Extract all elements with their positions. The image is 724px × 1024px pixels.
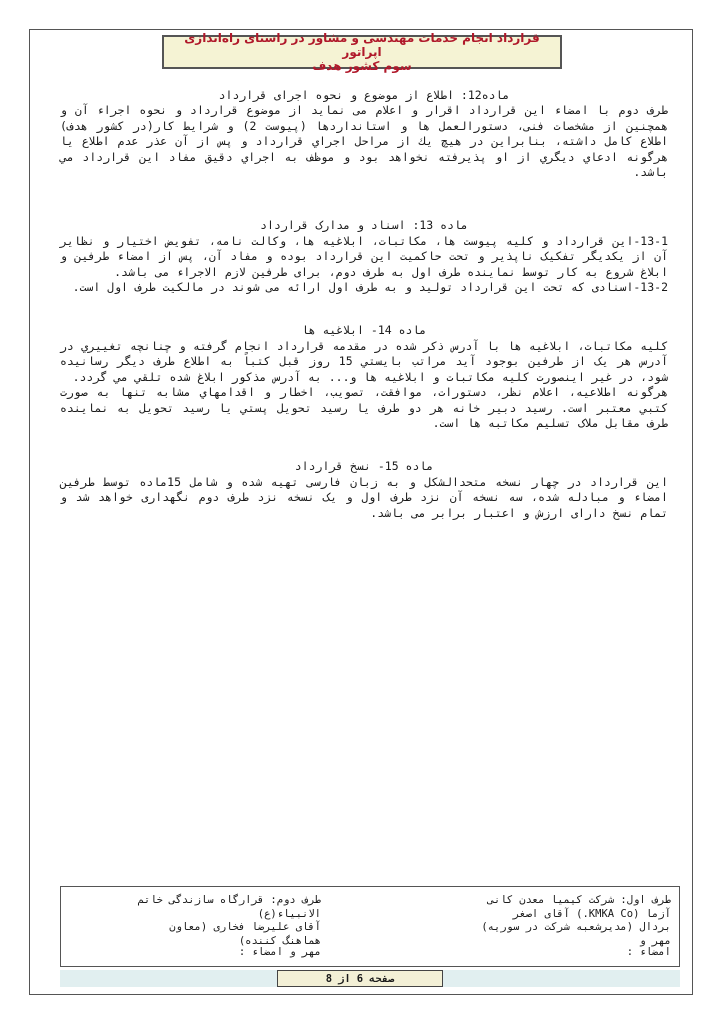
party-two-line-1: طرف دوم: قرارگاه سازندگی خاتم	[137, 894, 321, 906]
party-two-signature-label: مهر و امضاء :	[238, 946, 321, 958]
document-body	[60, 88, 668, 521]
party-one-line-3: بردال (مدیرشعبه شرکت در سوریه)	[481, 921, 671, 933]
page-of: از	[338, 972, 351, 985]
party-one-line-1: طرف اول: شرکت کیمیا معدن کانی	[487, 894, 671, 906]
party-two-line-2: الانبیاء(ع)	[257, 907, 321, 920]
article-15-heading: ماده 15- نسخ قرارداد	[294, 459, 434, 474]
title-line-1: قرارداد انجام خدمات مهندسی و مشاور در راستای راه‌اندازی اپراتور	[184, 31, 540, 59]
page-total: 8	[325, 972, 333, 985]
party-one-signature-label: امضاء :	[626, 946, 671, 958]
article-14-text-2: هرگونه اطلاعیه، اعلام نظر، دستورات، موافقت، تصویب، اخطار و اقدامهاي مشابه تنها به صورت کتبي معتبر است. رسید دبیر خانه هر دو طرف یا رسید تحویل پستي یا رسید تحویل به نماینده طرف مقابل ملاک تسلیم مکاتبه ها است.	[60, 385, 668, 430]
article-13-clause-2: 13-2-اسنادی که تحت این قرارداد تولید و به طرف اول ارائه می شوند در مالکیت طرف اول است.	[72, 280, 668, 295]
party-two-line-4: هماهنگ کننده)	[238, 934, 321, 947]
title-line-2: سوم کشور هدف	[312, 59, 412, 73]
page-current: 6	[356, 972, 364, 985]
party-one-line-4: مهر و	[639, 934, 671, 947]
article-13-heading: ماده 13: اسناد و مدارک قرارداد	[260, 218, 468, 233]
party-one-details	[401, 894, 671, 948]
party-two-details	[81, 894, 321, 948]
page-label: صفحه	[369, 972, 395, 985]
article-12-heading: ماده12: اطلاع از موضوع و نحوه اجرای قرارداد	[218, 88, 510, 102]
signature-box	[60, 886, 680, 967]
article-14-text-1: کلیه مکاتبات، ابلاغیه ها با آدرس ذکر شده در مقدمه قرارداد انجام گرفته و چنانچه تغییري در آدرس هر یک از طرفین بوجود آید مراتب بایستي 15 روز قبل کتباً به اطلاع طرف دیگر رسانیده شود، در غیر اینصورت کلیه مکاتبات و ابلاغیه ها و... به آدرس مذکور ابلاغ شده تلقي مي گردد.	[60, 338, 668, 384]
article-12-text: طرف دوم با امضاء این قرارداد اقرار و اعلام می نماید از موضوع قرارداد و نحوه اجراء آن و همچنین از مشخصات فنی، دستورالعمل ها و استانداردها (پیوست 2) و شرایط کار(در کشور هدف) اطلاع کامل داشته، بنابراین در هیچ یك از مراحل اجراي قرارداد و پس از آن عذر عدم اطلاع یا هرگونه ادعاي دیگري از او پذیرفته نخواهد بود و موظف به اجراي دقیق مفاد این قرارداد مي باشد.	[60, 103, 669, 180]
document-title	[162, 31, 562, 73]
party-two-line-3: آقای علیرضا فخاری (معاون	[169, 921, 321, 933]
article-15-text: این قرارداد در چهار نسخه متحدالشکل و به زبان فارسی تهیه شده و شامل 15ماده توسط طرفین امضاء و مبادله شده، سه نسخه آن نزد طرف اول و یک نسخه نزد طرف دوم نگهداری خواهد شد و تمام نسخ دارای ارزش و اعتبار برابر می باشد.	[60, 474, 668, 520]
article-13-clause-1: 13-1-این قرارداد و کلیه پیوست ها، مکاتبات، ابلاغیه ها، وکالت نامه، تفویض اختیار و نظایر آن از یکدیگر تفکیک ناپذیر و تحت حاکمیت این قرارداد بوده و مفاد آن، پس از امضاء طرفین و ابلاغ شروع به کار توسط نماینده طرف اول به طرف دوم، برای طرفین لازم الاجراء می باشد.	[60, 233, 668, 279]
page-number	[277, 970, 443, 987]
party-one-line-2: آزما (KMKA Co.) آقای اصغر	[512, 907, 671, 920]
article-14-heading: ماده 14- ابلاغیه ها	[301, 323, 427, 338]
